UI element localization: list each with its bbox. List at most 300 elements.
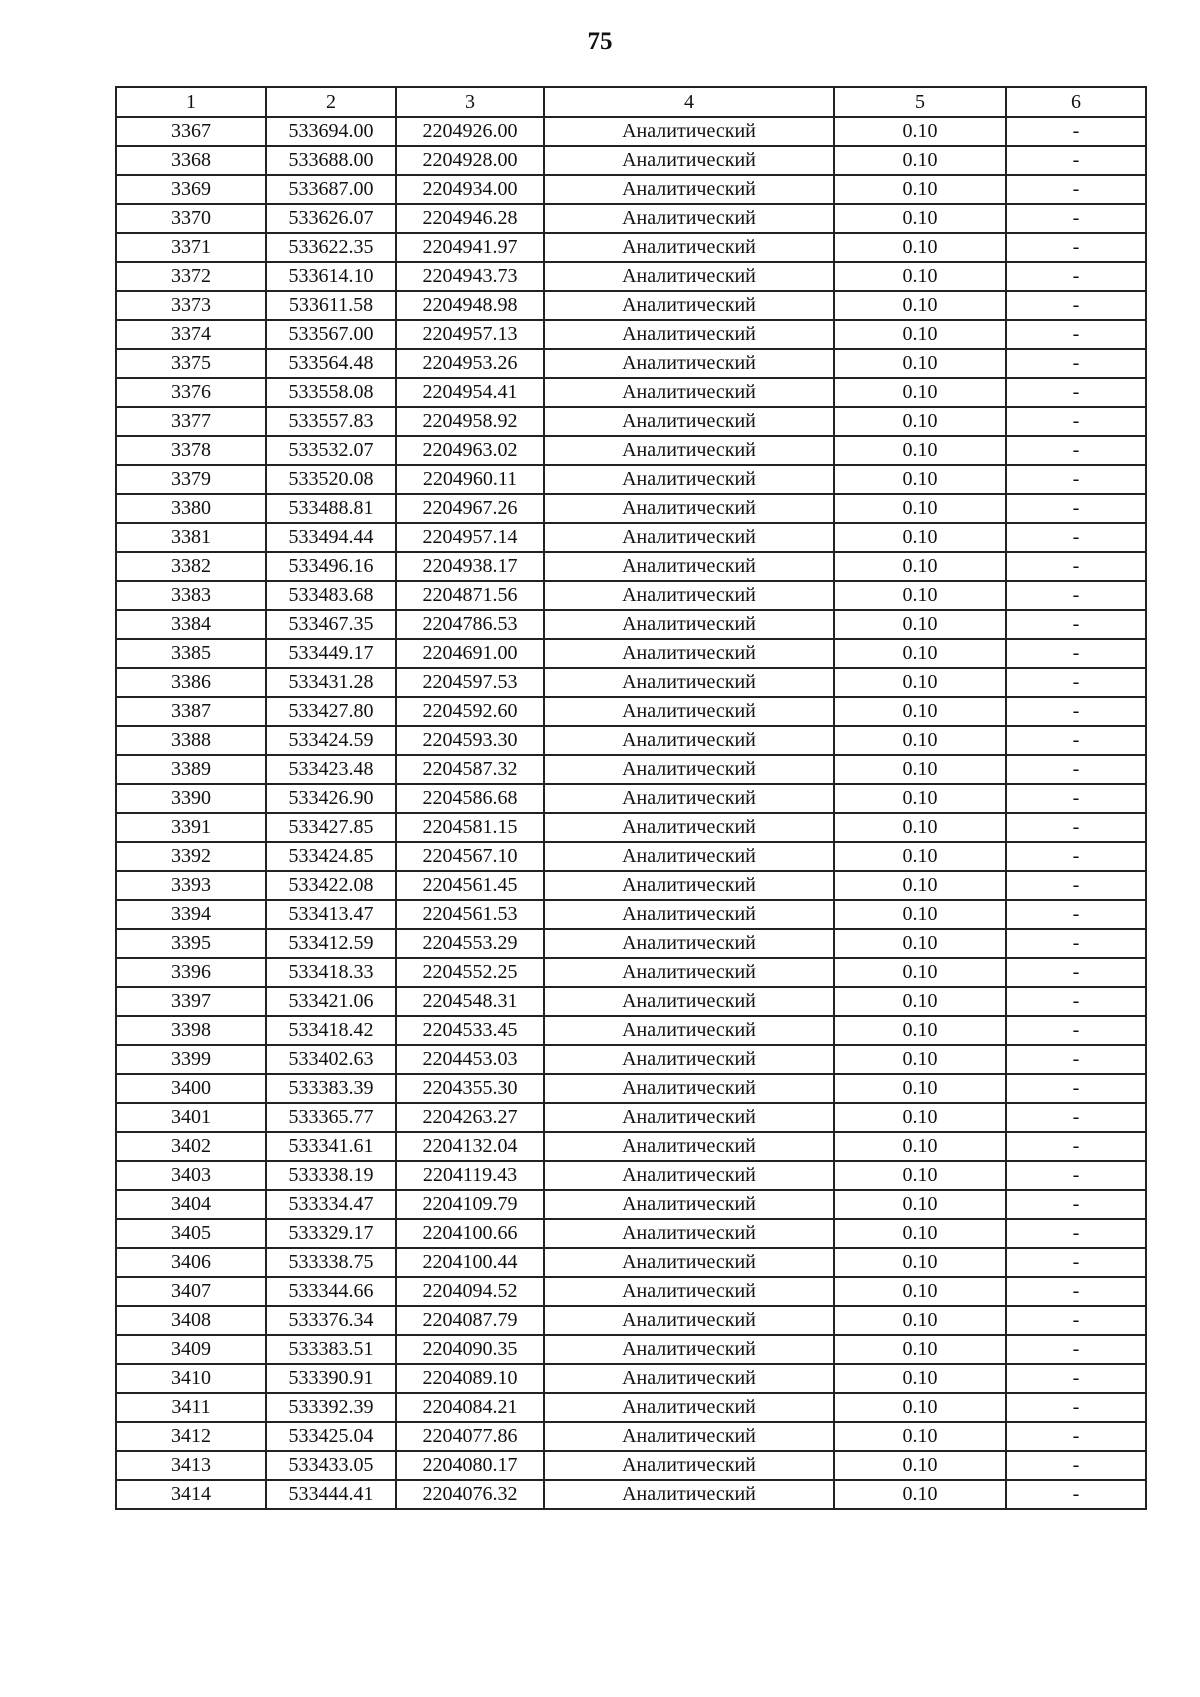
note-cell: - (1006, 581, 1146, 610)
note-cell: - (1006, 929, 1146, 958)
note-cell: - (1006, 842, 1146, 871)
note-cell: - (1006, 1480, 1146, 1509)
note-cell: - (1006, 726, 1146, 755)
y-coordinate-cell: 2204871.56 (396, 581, 544, 610)
table-body (116, 117, 1146, 1509)
x-coordinate-cell: 533483.68 (266, 581, 396, 610)
accuracy-cell: 0.10 (834, 1219, 1006, 1248)
table-row (116, 929, 1146, 958)
y-coordinate-cell: 2204963.02 (396, 436, 544, 465)
x-coordinate-cell: 533622.35 (266, 233, 396, 262)
y-coordinate-cell: 2204934.00 (396, 175, 544, 204)
y-coordinate-cell: 2204941.97 (396, 233, 544, 262)
header-row (116, 87, 1146, 117)
table-row (116, 1161, 1146, 1190)
note-cell: - (1006, 175, 1146, 204)
column-header: 2 (266, 87, 396, 117)
accuracy-cell: 0.10 (834, 552, 1006, 581)
x-coordinate-cell: 533694.00 (266, 117, 396, 146)
point-number-cell: 3383 (116, 581, 266, 610)
point-number-cell: 3410 (116, 1364, 266, 1393)
column-header: 4 (544, 87, 834, 117)
table-row (116, 1393, 1146, 1422)
x-coordinate-cell: 533412.59 (266, 929, 396, 958)
table-row (116, 1277, 1146, 1306)
method-cell: Аналитический (544, 1306, 834, 1335)
table-row (116, 552, 1146, 581)
x-coordinate-cell: 533383.51 (266, 1335, 396, 1364)
y-coordinate-cell: 2204953.26 (396, 349, 544, 378)
x-coordinate-cell: 533433.05 (266, 1451, 396, 1480)
note-cell: - (1006, 1335, 1146, 1364)
y-coordinate-cell: 2204089.10 (396, 1364, 544, 1393)
y-coordinate-cell: 2204597.53 (396, 668, 544, 697)
x-coordinate-cell: 533557.83 (266, 407, 396, 436)
method-cell: Аналитический (544, 1219, 834, 1248)
method-cell: Аналитический (544, 523, 834, 552)
accuracy-cell: 0.10 (834, 726, 1006, 755)
accuracy-cell: 0.10 (834, 784, 1006, 813)
y-coordinate-cell: 2204928.00 (396, 146, 544, 175)
table-row (116, 1190, 1146, 1219)
y-coordinate-cell: 2204946.28 (396, 204, 544, 233)
y-coordinate-cell: 2204587.32 (396, 755, 544, 784)
note-cell: - (1006, 900, 1146, 929)
point-number-cell: 3397 (116, 987, 266, 1016)
y-coordinate-cell: 2204581.15 (396, 813, 544, 842)
point-number-cell: 3400 (116, 1074, 266, 1103)
y-coordinate-cell: 2204132.04 (396, 1132, 544, 1161)
table-row (116, 610, 1146, 639)
x-coordinate-cell: 533427.85 (266, 813, 396, 842)
y-coordinate-cell: 2204100.66 (396, 1219, 544, 1248)
y-coordinate-cell: 2204087.79 (396, 1306, 544, 1335)
note-cell: - (1006, 1364, 1146, 1393)
y-coordinate-cell: 2204561.53 (396, 900, 544, 929)
x-coordinate-cell: 533444.41 (266, 1480, 396, 1509)
y-coordinate-cell: 2204960.11 (396, 465, 544, 494)
accuracy-cell: 0.10 (834, 871, 1006, 900)
point-number-cell: 3384 (116, 610, 266, 639)
note-cell: - (1006, 1451, 1146, 1480)
note-cell: - (1006, 204, 1146, 233)
table-row (116, 755, 1146, 784)
y-coordinate-cell: 2204080.17 (396, 1451, 544, 1480)
x-coordinate-cell: 533467.35 (266, 610, 396, 639)
x-coordinate-cell: 533558.08 (266, 378, 396, 407)
column-header: 5 (834, 87, 1006, 117)
y-coordinate-cell: 2204552.25 (396, 958, 544, 987)
x-coordinate-cell: 533338.19 (266, 1161, 396, 1190)
x-coordinate-cell: 533687.00 (266, 175, 396, 204)
x-coordinate-cell: 533376.34 (266, 1306, 396, 1335)
table-row (116, 1248, 1146, 1277)
x-coordinate-cell: 533614.10 (266, 262, 396, 291)
column-header: 3 (396, 87, 544, 117)
table-header (116, 87, 1146, 117)
x-coordinate-cell: 533425.04 (266, 1422, 396, 1451)
note-cell: - (1006, 262, 1146, 291)
table-row (116, 726, 1146, 755)
x-coordinate-cell: 533383.39 (266, 1074, 396, 1103)
accuracy-cell: 0.10 (834, 1393, 1006, 1422)
y-coordinate-cell: 2204592.60 (396, 697, 544, 726)
point-number-cell: 3412 (116, 1422, 266, 1451)
note-cell: - (1006, 1074, 1146, 1103)
accuracy-cell: 0.10 (834, 958, 1006, 987)
table-row (116, 1074, 1146, 1103)
point-number-cell: 3369 (116, 175, 266, 204)
x-coordinate-cell: 533392.39 (266, 1393, 396, 1422)
point-number-cell: 3403 (116, 1161, 266, 1190)
note-cell: - (1006, 523, 1146, 552)
method-cell: Аналитический (544, 1335, 834, 1364)
x-coordinate-cell: 533413.47 (266, 900, 396, 929)
accuracy-cell: 0.10 (834, 523, 1006, 552)
table-row (116, 378, 1146, 407)
x-coordinate-cell: 533338.75 (266, 1248, 396, 1277)
accuracy-cell: 0.10 (834, 668, 1006, 697)
method-cell: Аналитический (544, 668, 834, 697)
x-coordinate-cell: 533423.48 (266, 755, 396, 784)
table-row (116, 813, 1146, 842)
method-cell: Аналитический (544, 1480, 834, 1509)
point-number-cell: 3401 (116, 1103, 266, 1132)
column-header: 6 (1006, 87, 1146, 117)
accuracy-cell: 0.10 (834, 291, 1006, 320)
table-row (116, 523, 1146, 552)
point-number-cell: 3413 (116, 1451, 266, 1480)
x-coordinate-cell: 533402.63 (266, 1045, 396, 1074)
note-cell: - (1006, 1219, 1146, 1248)
accuracy-cell: 0.10 (834, 378, 1006, 407)
x-coordinate-cell: 533626.07 (266, 204, 396, 233)
y-coordinate-cell: 2204691.00 (396, 639, 544, 668)
note-cell: - (1006, 117, 1146, 146)
accuracy-cell: 0.10 (834, 1132, 1006, 1161)
method-cell: Аналитический (544, 1016, 834, 1045)
x-coordinate-cell: 533421.06 (266, 987, 396, 1016)
accuracy-cell: 0.10 (834, 146, 1006, 175)
table-row (116, 842, 1146, 871)
y-coordinate-cell: 2204100.44 (396, 1248, 544, 1277)
y-coordinate-cell: 2204548.31 (396, 987, 544, 1016)
table-row (116, 900, 1146, 929)
method-cell: Аналитический (544, 1190, 834, 1219)
accuracy-cell: 0.10 (834, 987, 1006, 1016)
note-cell: - (1006, 349, 1146, 378)
table-row (116, 1016, 1146, 1045)
accuracy-cell: 0.10 (834, 1364, 1006, 1393)
y-coordinate-cell: 2204948.98 (396, 291, 544, 320)
point-number-cell: 3375 (116, 349, 266, 378)
method-cell: Аналитический (544, 1364, 834, 1393)
point-number-cell: 3382 (116, 552, 266, 581)
method-cell: Аналитический (544, 262, 834, 291)
note-cell: - (1006, 407, 1146, 436)
method-cell: Аналитический (544, 813, 834, 842)
note-cell: - (1006, 1190, 1146, 1219)
table-row (116, 1219, 1146, 1248)
table-row (116, 349, 1146, 378)
note-cell: - (1006, 436, 1146, 465)
method-cell: Аналитический (544, 1248, 834, 1277)
table-row (116, 262, 1146, 291)
note-cell: - (1006, 1103, 1146, 1132)
method-cell: Аналитический (544, 871, 834, 900)
accuracy-cell: 0.10 (834, 1045, 1006, 1074)
y-coordinate-cell: 2204084.21 (396, 1393, 544, 1422)
point-number-cell: 3381 (116, 523, 266, 552)
x-coordinate-cell: 533334.47 (266, 1190, 396, 1219)
method-cell: Аналитический (544, 436, 834, 465)
point-number-cell: 3402 (116, 1132, 266, 1161)
table-row (116, 581, 1146, 610)
accuracy-cell: 0.10 (834, 233, 1006, 262)
x-coordinate-cell: 533424.59 (266, 726, 396, 755)
accuracy-cell: 0.10 (834, 697, 1006, 726)
point-number-cell: 3379 (116, 465, 266, 494)
table-row (116, 465, 1146, 494)
table-row (116, 1451, 1146, 1480)
method-cell: Аналитический (544, 784, 834, 813)
accuracy-cell: 0.10 (834, 1074, 1006, 1103)
table-row (116, 668, 1146, 697)
x-coordinate-cell: 533418.33 (266, 958, 396, 987)
point-number-cell: 3408 (116, 1306, 266, 1335)
note-cell: - (1006, 1016, 1146, 1045)
x-coordinate-cell: 533567.00 (266, 320, 396, 349)
accuracy-cell: 0.10 (834, 1161, 1006, 1190)
note-cell: - (1006, 1161, 1146, 1190)
accuracy-cell: 0.10 (834, 117, 1006, 146)
method-cell: Аналитический (544, 1451, 834, 1480)
method-cell: Аналитический (544, 900, 834, 929)
point-number-cell: 3367 (116, 117, 266, 146)
table-row (116, 494, 1146, 523)
note-cell: - (1006, 1248, 1146, 1277)
method-cell: Аналитический (544, 1103, 834, 1132)
accuracy-cell: 0.10 (834, 755, 1006, 784)
x-coordinate-cell: 533564.48 (266, 349, 396, 378)
note-cell: - (1006, 610, 1146, 639)
accuracy-cell: 0.10 (834, 349, 1006, 378)
point-number-cell: 3392 (116, 842, 266, 871)
point-number-cell: 3390 (116, 784, 266, 813)
x-coordinate-cell: 533449.17 (266, 639, 396, 668)
note-cell: - (1006, 1277, 1146, 1306)
point-number-cell: 3372 (116, 262, 266, 291)
accuracy-cell: 0.10 (834, 1451, 1006, 1480)
point-number-cell: 3399 (116, 1045, 266, 1074)
method-cell: Аналитический (544, 639, 834, 668)
y-coordinate-cell: 2204355.30 (396, 1074, 544, 1103)
method-cell: Аналитический (544, 1422, 834, 1451)
method-cell: Аналитический (544, 581, 834, 610)
note-cell: - (1006, 1422, 1146, 1451)
table-row (116, 784, 1146, 813)
point-number-cell: 3385 (116, 639, 266, 668)
table-row (116, 204, 1146, 233)
table-row (116, 1132, 1146, 1161)
note-cell: - (1006, 697, 1146, 726)
accuracy-cell: 0.10 (834, 1335, 1006, 1364)
table-row (116, 320, 1146, 349)
y-coordinate-cell: 2204263.27 (396, 1103, 544, 1132)
method-cell: Аналитический (544, 552, 834, 581)
accuracy-cell: 0.10 (834, 204, 1006, 233)
x-coordinate-cell: 533488.81 (266, 494, 396, 523)
point-number-cell: 3373 (116, 291, 266, 320)
y-coordinate-cell: 2204938.17 (396, 552, 544, 581)
y-coordinate-cell: 2204090.35 (396, 1335, 544, 1364)
accuracy-cell: 0.10 (834, 639, 1006, 668)
y-coordinate-cell: 2204957.13 (396, 320, 544, 349)
point-number-cell: 3377 (116, 407, 266, 436)
coordinates-table (115, 86, 1147, 1510)
accuracy-cell: 0.10 (834, 929, 1006, 958)
accuracy-cell: 0.10 (834, 175, 1006, 204)
accuracy-cell: 0.10 (834, 842, 1006, 871)
method-cell: Аналитический (544, 1132, 834, 1161)
note-cell: - (1006, 378, 1146, 407)
page-number: 75 (587, 28, 613, 55)
table-row (116, 117, 1146, 146)
y-coordinate-cell: 2204533.45 (396, 1016, 544, 1045)
point-number-cell: 3394 (116, 900, 266, 929)
accuracy-cell: 0.10 (834, 320, 1006, 349)
method-cell: Аналитический (544, 1161, 834, 1190)
table-row (116, 291, 1146, 320)
point-number-cell: 3405 (116, 1219, 266, 1248)
point-number-cell: 3406 (116, 1248, 266, 1277)
table-row (116, 1364, 1146, 1393)
point-number-cell: 3411 (116, 1393, 266, 1422)
method-cell: Аналитический (544, 146, 834, 175)
x-coordinate-cell: 533422.08 (266, 871, 396, 900)
y-coordinate-cell: 2204076.32 (396, 1480, 544, 1509)
accuracy-cell: 0.10 (834, 407, 1006, 436)
method-cell: Аналитический (544, 1277, 834, 1306)
y-coordinate-cell: 2204943.73 (396, 262, 544, 291)
method-cell: Аналитический (544, 987, 834, 1016)
point-number-cell: 3407 (116, 1277, 266, 1306)
x-coordinate-cell: 533365.77 (266, 1103, 396, 1132)
method-cell: Аналитический (544, 610, 834, 639)
table-row (116, 1306, 1146, 1335)
method-cell: Аналитический (544, 349, 834, 378)
point-number-cell: 3395 (116, 929, 266, 958)
method-cell: Аналитический (544, 755, 834, 784)
point-number-cell: 3371 (116, 233, 266, 262)
note-cell: - (1006, 291, 1146, 320)
point-number-cell: 3393 (116, 871, 266, 900)
accuracy-cell: 0.10 (834, 610, 1006, 639)
table-row (116, 1045, 1146, 1074)
x-coordinate-cell: 533424.85 (266, 842, 396, 871)
table-row (116, 697, 1146, 726)
y-coordinate-cell: 2204109.79 (396, 1190, 544, 1219)
table-row (116, 1335, 1146, 1364)
x-coordinate-cell: 533431.28 (266, 668, 396, 697)
note-cell: - (1006, 987, 1146, 1016)
method-cell: Аналитический (544, 929, 834, 958)
accuracy-cell: 0.10 (834, 1103, 1006, 1132)
note-cell: - (1006, 320, 1146, 349)
table-row (116, 146, 1146, 175)
table-row (116, 407, 1146, 436)
accuracy-cell: 0.10 (834, 1190, 1006, 1219)
point-number-cell: 3378 (116, 436, 266, 465)
column-header: 1 (116, 87, 266, 117)
note-cell: - (1006, 465, 1146, 494)
note-cell: - (1006, 639, 1146, 668)
y-coordinate-cell: 2204453.03 (396, 1045, 544, 1074)
accuracy-cell: 0.10 (834, 262, 1006, 291)
table-row (116, 639, 1146, 668)
y-coordinate-cell: 2204567.10 (396, 842, 544, 871)
method-cell: Аналитический (544, 842, 834, 871)
x-coordinate-cell: 533344.66 (266, 1277, 396, 1306)
method-cell: Аналитический (544, 233, 834, 262)
method-cell: Аналитический (544, 320, 834, 349)
accuracy-cell: 0.10 (834, 465, 1006, 494)
y-coordinate-cell: 2204926.00 (396, 117, 544, 146)
y-coordinate-cell: 2204958.92 (396, 407, 544, 436)
accuracy-cell: 0.10 (834, 1306, 1006, 1335)
x-coordinate-cell: 533494.44 (266, 523, 396, 552)
y-coordinate-cell: 2204967.26 (396, 494, 544, 523)
accuracy-cell: 0.10 (834, 900, 1006, 929)
y-coordinate-cell: 2204586.68 (396, 784, 544, 813)
note-cell: - (1006, 784, 1146, 813)
note-cell: - (1006, 813, 1146, 842)
note-cell: - (1006, 146, 1146, 175)
y-coordinate-cell: 2204957.14 (396, 523, 544, 552)
accuracy-cell: 0.10 (834, 1248, 1006, 1277)
method-cell: Аналитический (544, 465, 834, 494)
y-coordinate-cell: 2204077.86 (396, 1422, 544, 1451)
y-coordinate-cell: 2204094.52 (396, 1277, 544, 1306)
note-cell: - (1006, 552, 1146, 581)
note-cell: - (1006, 1045, 1146, 1074)
x-coordinate-cell: 533390.91 (266, 1364, 396, 1393)
table-row (116, 987, 1146, 1016)
table-row (116, 233, 1146, 262)
note-cell: - (1006, 958, 1146, 987)
accuracy-cell: 0.10 (834, 436, 1006, 465)
accuracy-cell: 0.10 (834, 1480, 1006, 1509)
point-number-cell: 3396 (116, 958, 266, 987)
accuracy-cell: 0.10 (834, 1277, 1006, 1306)
point-number-cell: 3391 (116, 813, 266, 842)
note-cell: - (1006, 871, 1146, 900)
note-cell: - (1006, 1132, 1146, 1161)
point-number-cell: 3398 (116, 1016, 266, 1045)
y-coordinate-cell: 2204786.53 (396, 610, 544, 639)
x-coordinate-cell: 533688.00 (266, 146, 396, 175)
point-number-cell: 3368 (116, 146, 266, 175)
method-cell: Аналитический (544, 697, 834, 726)
x-coordinate-cell: 533496.16 (266, 552, 396, 581)
point-number-cell: 3409 (116, 1335, 266, 1364)
table-row (116, 1480, 1146, 1509)
method-cell: Аналитический (544, 204, 834, 233)
method-cell: Аналитический (544, 1074, 834, 1103)
x-coordinate-cell: 533341.61 (266, 1132, 396, 1161)
point-number-cell: 3386 (116, 668, 266, 697)
table-row (116, 1422, 1146, 1451)
